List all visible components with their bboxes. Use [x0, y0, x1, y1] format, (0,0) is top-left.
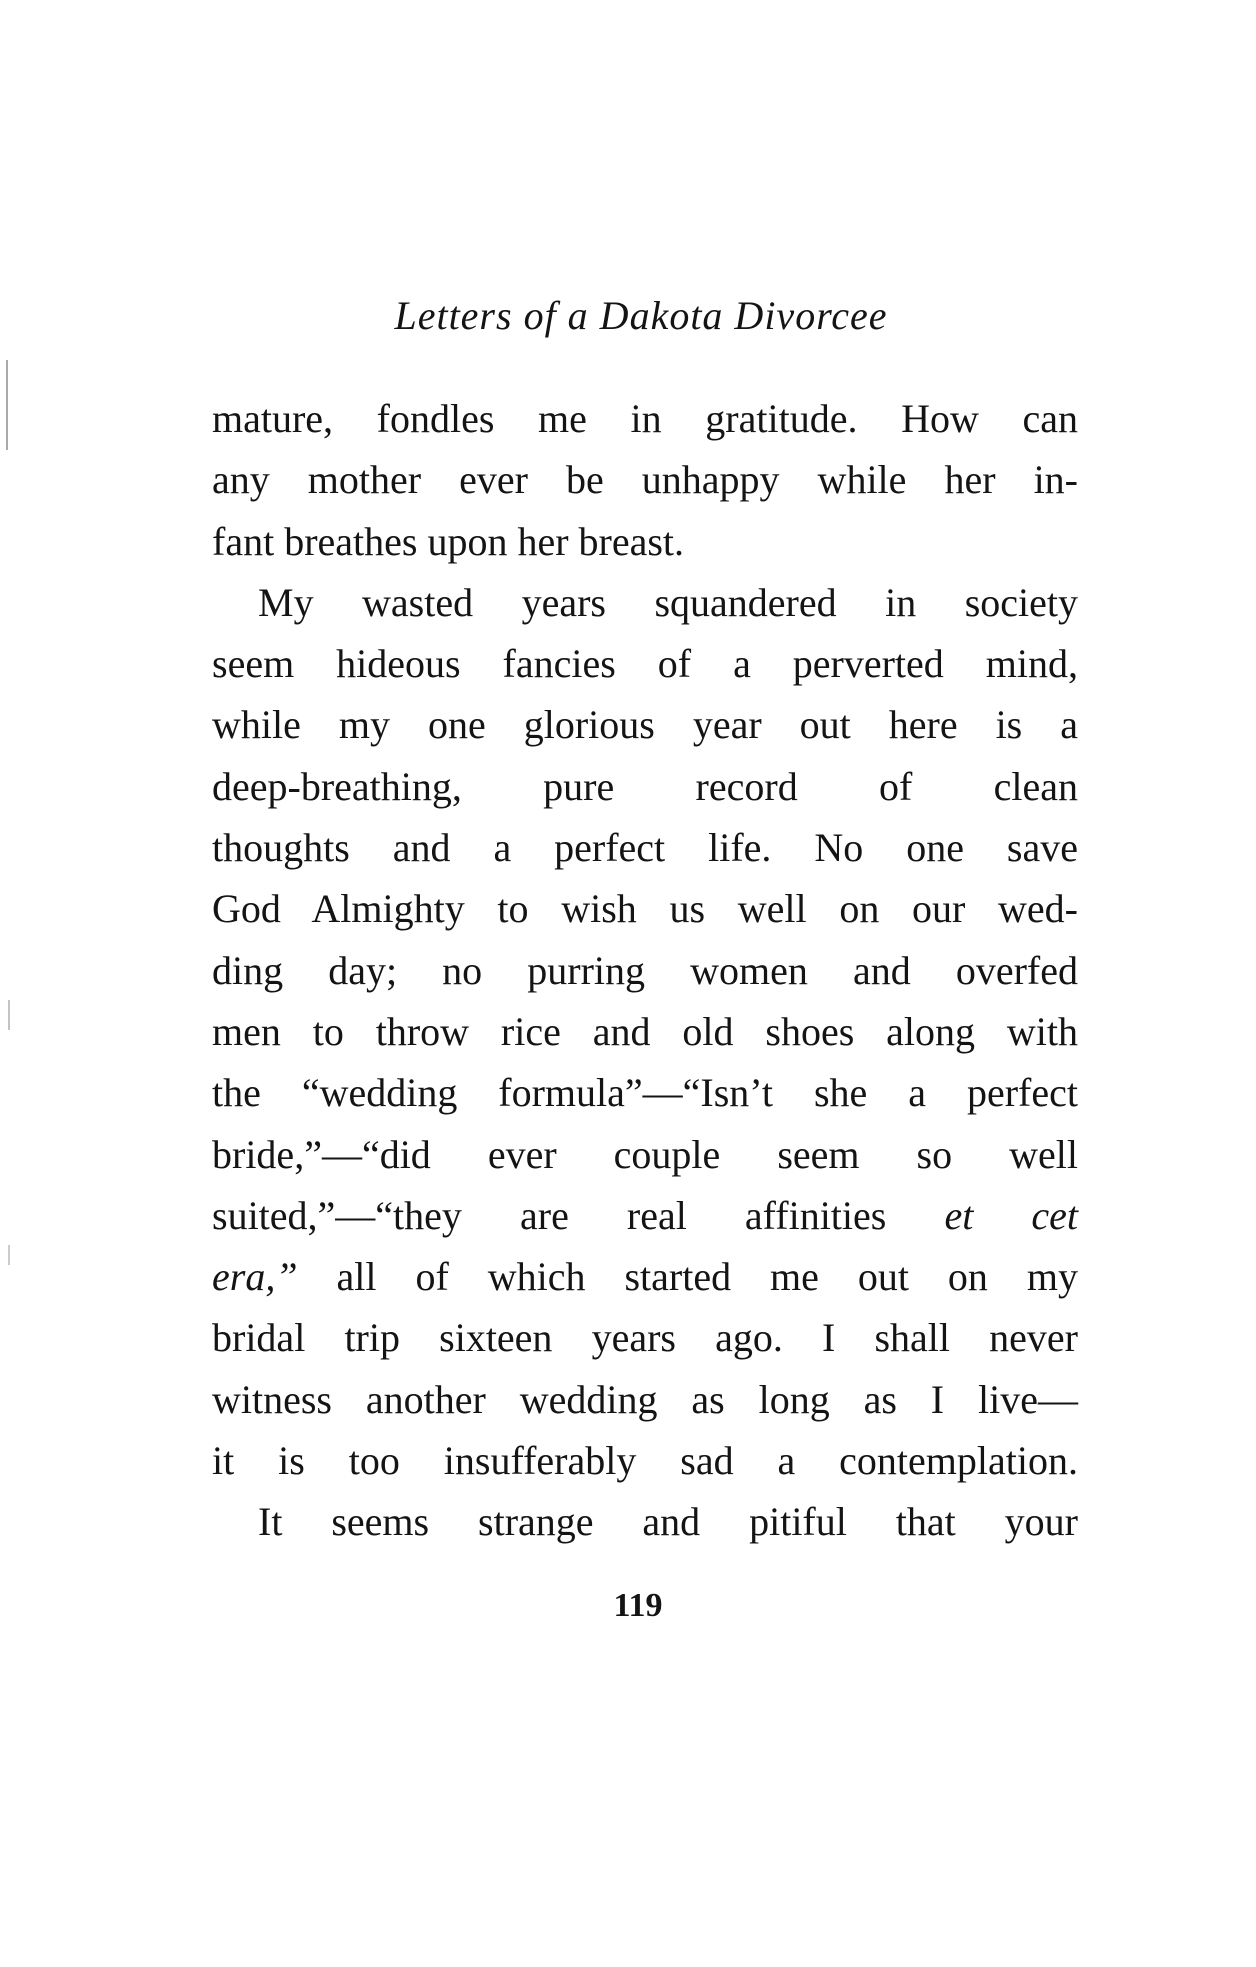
text-line: the “wedding formula”—“Isn’t she a perfect: [212, 1070, 1078, 1116]
text-line: My wasted years squandered in society: [258, 579, 1078, 625]
text-line: it is too insufferably sad a contemplation.: [212, 1438, 1078, 1484]
running-header: Letters of a Dakota Divorcee: [394, 293, 888, 338]
scan-speck: [6, 360, 8, 450]
text-line: deep-breathing, pure record of clean: [212, 763, 1078, 809]
italic-phrase: era,”: [212, 1254, 298, 1300]
text-line: seem hideous fancies of a perverted mind,: [212, 641, 1078, 687]
text-line: bride,”—“did ever couple seem so well: [212, 1131, 1078, 1177]
text-line: God Almighty to wish us well on our wed-: [212, 886, 1078, 932]
page-number: 119: [613, 1587, 663, 1624]
text-line: men to throw rice and old shoes along with: [212, 1008, 1078, 1054]
text-line: mature, fondles me in gratitude. How can: [212, 396, 1078, 441]
text-line: bridal trip sixteen years ago. I shall never: [212, 1315, 1078, 1361]
text-line: witness another wedding as long as I live—: [212, 1376, 1078, 1422]
scan-speck: [8, 1245, 10, 1265]
text-line: any mother ever be unhappy while her in-: [212, 457, 1078, 503]
text-line: fant breathes upon her breast.: [212, 518, 685, 564]
text-line: thoughts and a perfect life. No one save: [212, 825, 1078, 871]
body-text: [212, 388, 1078, 1553]
text-line-with-italic: [212, 1185, 1078, 1246]
text-line: ding day; no purring women and overfed: [212, 947, 1078, 993]
scan-speck: [8, 1000, 10, 1030]
text-line-with-italic: [212, 1246, 1078, 1307]
text-segment: all of which started me out on my: [336, 1254, 1079, 1300]
text-line: It seems strange and pitiful that your: [258, 1499, 1078, 1545]
text-segment: suited,”—“they are real affinities: [212, 1192, 887, 1238]
text-line: while my one glorious year out here is a: [212, 702, 1078, 748]
italic-phrase: et cet: [944, 1192, 1078, 1238]
